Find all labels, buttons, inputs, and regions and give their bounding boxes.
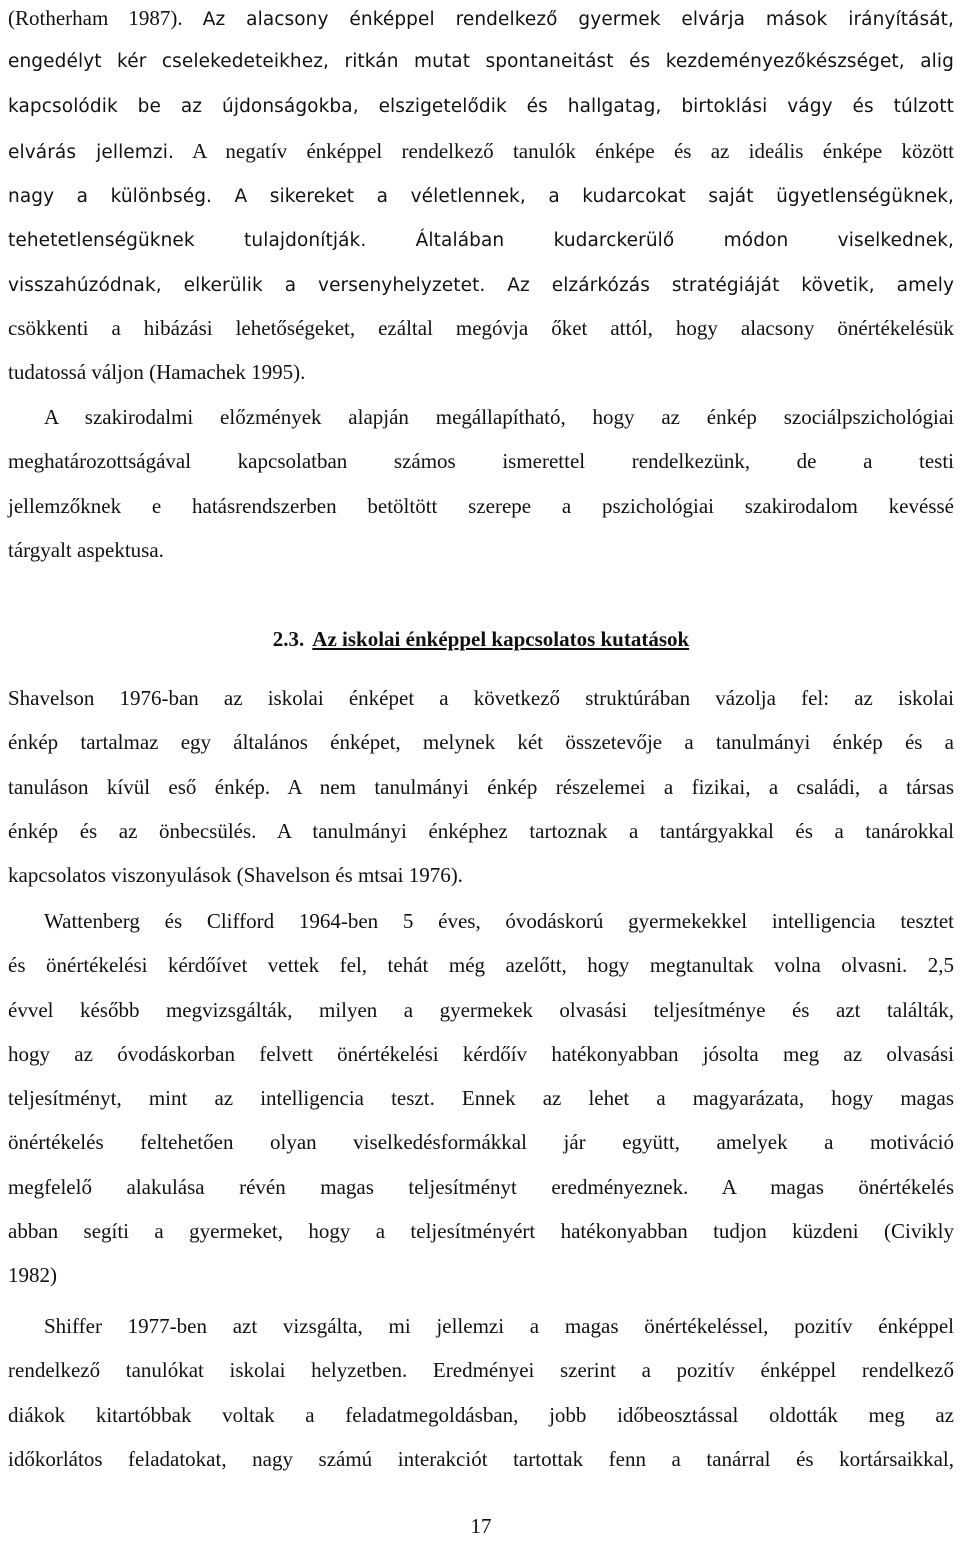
text-line: csökkenti a hibázási lehetőségeket, ezáltal megóvja őket attól, hogy alacsony önértékelésük — [8, 316, 954, 341]
text-line: hogy az óvodáskorban felvett önértékelési kérdőív hatékonyabban jósolta meg az olvasási — [8, 1041, 954, 1066]
sans-text: elvárás jellemzi. — [8, 141, 174, 163]
paragraph — [8, 1304, 954, 1481]
text-line: önértékelés feltehetően olyan viselkedésformákkal jár együtt, amelyek a motiváció — [8, 1130, 954, 1155]
text-line — [8, 0, 954, 40]
sans-text: A sikereket a véletlennek, a kudarcokat saját ügyetlenségüknek, — [212, 186, 954, 208]
text-line: tárgyalt aspektusa. — [8, 537, 164, 562]
text-line: A szakirodalmi előzmények alapján megállapítható, hogy az énkép szociálpszichológiai — [44, 405, 954, 429]
text-line: énkép tartalmaz egy általános énképet, melynek két összetevője a tanulmányi énkép és a — [8, 730, 954, 755]
text-line: énkép és az önbecsülés. A tanulmányi énképhez tartoznak a tantárgyakkal és a tanárokkal — [8, 818, 954, 843]
text-line: megfelelő alakulása révén magas teljesítményt eredményeznek. A magas önértékelés — [8, 1174, 954, 1199]
sans-text: Az elzárkózás stratégiáját követik, amely — [485, 274, 954, 296]
text-line: teljesítményt, mint az intelligencia teszt. Ennek az lehet a magyarázata, hogy magas — [8, 1086, 954, 1111]
sans-text: nagy a különbség. — [8, 186, 213, 208]
text-line: meghatározottságával kapcsolatban számos ismerettel rendelkezünk, de a testi — [8, 449, 954, 474]
text-line: évvel később megvizsgálták, milyen a gyermekek olvasási teljesítménye és azt találták, — [8, 997, 954, 1022]
serif-text: A negatív énképpel rendelkező tanulók énképe és az ideális énképe között — [173, 138, 954, 163]
text-line — [8, 217, 954, 261]
text-line: tudatossá váljon (Hamachek 1995). — [8, 360, 306, 385]
text-line: kapcsolatos viszonyulások (Shavelson és mtsai 1976). — [8, 863, 463, 888]
paragraph-continuation — [8, 0, 954, 395]
section-heading — [8, 622, 954, 656]
text-line: kapcsolódik be az újdonságokba, elszigetelődik és hallgatag, birtoklási vágy és túlzott — [8, 95, 954, 117]
text-line: Wattenberg és Clifford 1964-ben 5 éves, óvodáskorú gyermekekkel intelligencia tesztet — [44, 909, 954, 933]
text-line: tanuláson kívül eső énkép. A nem tanulmányi énkép részelemei a fizikai, a családi, a társas — [8, 774, 954, 799]
citation-text: (Rotherham 1987). — [8, 6, 203, 30]
text-line — [8, 262, 954, 306]
text-line: 1982) — [8, 1263, 57, 1288]
text-line: Shiffer 1977-ben azt vizsgálta, mi jellemzi a magas önértékeléssel, pozitív énképpel — [44, 1314, 954, 1338]
text-line — [8, 173, 954, 217]
section-title: Az iskolai énképpel kapcsolatos kutatások — [312, 627, 690, 651]
text-line: rendelkező tanulókat iskolai helyzetben. Eredményei szerint a pozitív énképpel rendelkező — [8, 1358, 954, 1383]
page-number: 17 — [470, 1514, 492, 1538]
paragraph — [8, 899, 954, 1298]
text-line: engedélyt kér cselekedeteikhez, ritkán mutat spontaneitást és kezdeményezőkészséget, alig — [8, 51, 954, 73]
text-line: diákok kitartóbbak voltak a feladatmegoldásban, jobb időbeosztással oldották meg az — [8, 1402, 954, 1427]
text-line: abban segíti a gyermeket, hogy a teljesítményért hatékonyabban tudjon küzdeni (Civikly — [8, 1219, 954, 1244]
sans-text: Az alacsony énképpel rendelkező gyermek elvárja mások irányítását, — [202, 9, 954, 30]
paragraph — [8, 676, 954, 897]
text-line: jellemzőknek e hatásrendszerben betöltött szerepe a pszichológiai szakirodalom kevéssé — [8, 493, 954, 518]
text-line: Shavelson 1976-ban az iskolai énképet a következő struktúrában vázolja fel: az iskolai — [8, 686, 954, 710]
text-line: és önértékelési kérdőívet vettek fel, tehát még azelőtt, hogy megtanultak volna olvasni. 2,5 — [8, 953, 954, 978]
sans-text: Általában kudarckerülő módon viselkednek, — [366, 230, 954, 252]
sans-text: visszahúzódnak, elkerülik a versenyhelyzetet. — [8, 274, 486, 296]
paragraph — [8, 395, 954, 572]
text-line: időkorlátos feladatokat, nagy számú interakciót tartottak fenn a tanárral és kortársaikkal, — [8, 1446, 954, 1471]
sans-text: tehetetlenségüknek tulajdonítják. — [8, 230, 367, 252]
text-line — [8, 129, 954, 173]
section-number: 2.3. — [272, 627, 305, 651]
